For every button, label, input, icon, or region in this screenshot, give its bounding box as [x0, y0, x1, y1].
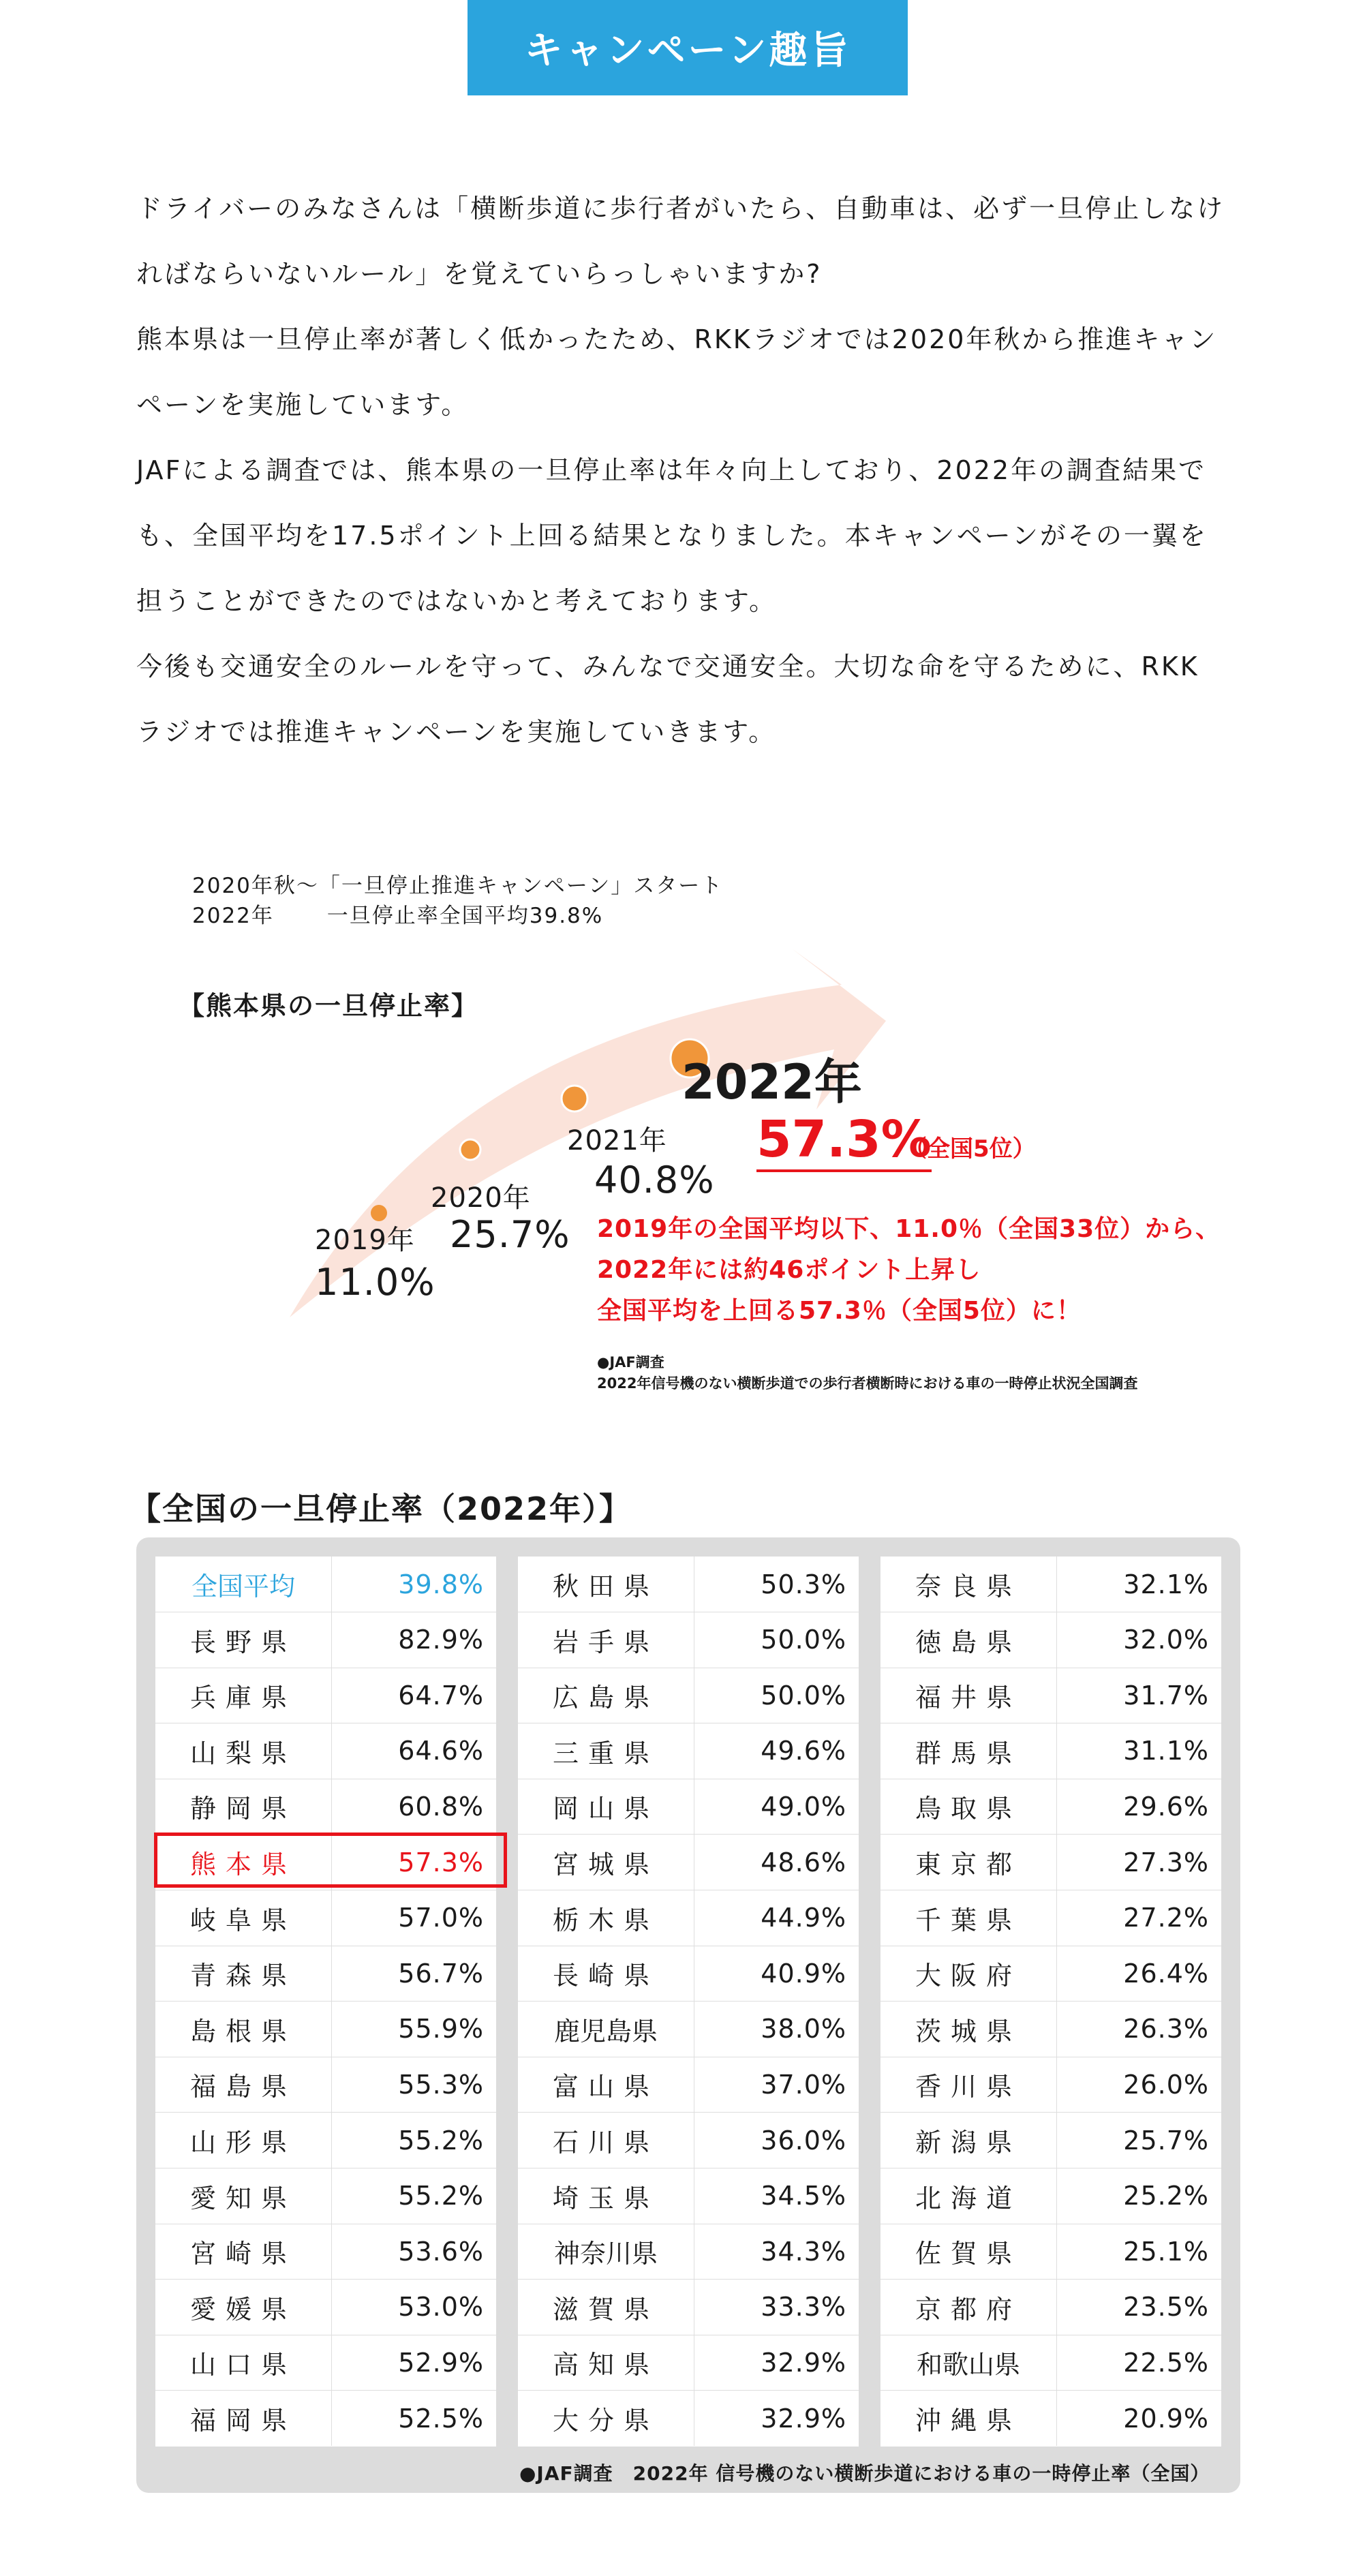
- table-column-1: [155, 1557, 496, 2447]
- table-row: [155, 1946, 496, 2002]
- table-row: [880, 1557, 1221, 1612]
- prefecture-name: 鹿児島県: [518, 2002, 694, 2057]
- stop-rate-value: 20.9%: [1123, 2403, 1209, 2434]
- prefecture-name: 愛知県: [155, 2168, 332, 2224]
- stop-rate-value: 57.3%: [398, 1847, 484, 1877]
- stop-rate-value: 50.0%: [761, 1680, 846, 1711]
- stop-rate-value: 25.2%: [1123, 2181, 1209, 2211]
- stop-rate-value: 44.9%: [761, 1903, 846, 1933]
- stop-rate-value: 33.3%: [761, 2292, 846, 2322]
- prefecture-name: 山梨県: [155, 1723, 332, 1779]
- table-row: [518, 2280, 859, 2335]
- stop-rate-value: 26.0%: [1123, 2069, 1209, 2100]
- rate-2022: 57.3%: [756, 1111, 932, 1172]
- stop-rate-value: 25.7%: [1123, 2125, 1209, 2156]
- campaign-start-note: 2020年秋～「一旦停止推進キャンペーン」スタート: [192, 874, 724, 898]
- stop-rate-value: 49.6%: [761, 1736, 846, 1766]
- table-row: [518, 1557, 859, 1612]
- prefecture-name: 島根県: [155, 2002, 332, 2057]
- prefecture-name: 新潟県: [880, 2113, 1057, 2168]
- stop-rate-value: 57.0%: [398, 1903, 484, 1933]
- table-row: [518, 1779, 859, 1835]
- summary-line: 全国平均を上回る57.3％（全国5位）に！: [597, 1297, 1082, 1325]
- rate-2020: 25.7%: [450, 1213, 570, 1256]
- prefecture-name: 青森県: [155, 1946, 332, 2001]
- prefecture-name: 宮崎県: [155, 2224, 332, 2279]
- prefecture-name: 宮城県: [518, 1835, 694, 1890]
- table-row: [155, 1612, 496, 1668]
- prefecture-name: 和歌山県: [880, 2335, 1057, 2390]
- table-row: [155, 2280, 496, 2335]
- infographic-source-head: ●JAF調査: [597, 1354, 664, 1370]
- stop-rate-value: 82.9%: [398, 1625, 484, 1655]
- stop-rate-value: 36.0%: [761, 2125, 846, 2156]
- prefecture-name: 奈良県: [880, 1557, 1057, 1612]
- prefecture-name: 高知県: [518, 2335, 694, 2390]
- table-row: [518, 1946, 859, 2002]
- prefecture-name: 茨城県: [880, 2002, 1057, 2057]
- infographic-source-body: 2022年信号機のない横断歩道での歩行者横断時における車の一時停止状況全国調査: [597, 1375, 1138, 1392]
- stop-rate-value: 55.3%: [398, 2069, 484, 2100]
- national-average-note: 2022年 一旦停止率全国平均39.8%: [192, 904, 604, 928]
- prefecture-name: 岡山県: [518, 1779, 694, 1834]
- intro-paragraph: 今後も交通安全のルールを守って、みんなで交通安全。大切な命を守るために、RKKラジオでは推進キャンペーンを実施していきます。: [136, 651, 1199, 747]
- prefecture-name: 大分県: [518, 2391, 694, 2446]
- stop-rate-value: 32.1%: [1123, 1569, 1209, 1599]
- prefecture-name: 大阪府: [880, 1946, 1057, 2001]
- table-row: [880, 1946, 1221, 2002]
- summary-line: 2022年には約46ポイント上昇し: [597, 1256, 981, 1284]
- stop-rate-value: 52.5%: [398, 2403, 484, 2434]
- year-2022: 2022年: [682, 1054, 862, 1110]
- prefecture-name: 佐賀県: [880, 2224, 1057, 2279]
- prefecture-name: 栃木県: [518, 1890, 694, 1946]
- section-title: キャンペーン趣旨: [524, 29, 851, 73]
- table-row: [518, 2057, 859, 2113]
- stop-rate-value: 48.6%: [761, 1847, 846, 1877]
- stop-rate-value: 34.3%: [761, 2236, 846, 2267]
- table-row: [880, 1890, 1221, 1946]
- table-row: [880, 2168, 1221, 2224]
- table-row: [518, 1835, 859, 1890]
- table-source: ●JAF調査 2022年 信号機のない横断歩道における車の一時停止率（全国）: [519, 2462, 1210, 2485]
- table-row: [155, 1835, 496, 1890]
- table-row: [518, 2002, 859, 2057]
- prefecture-name: 福井県: [880, 1668, 1057, 1723]
- table-row: [880, 2002, 1221, 2057]
- prefecture-name: 千葉県: [880, 1890, 1057, 1946]
- prefecture-name: 滋賀県: [518, 2280, 694, 2335]
- table-row: [880, 2113, 1221, 2168]
- table-row: [155, 1723, 496, 1779]
- stop-rate-value: 64.6%: [398, 1736, 484, 1766]
- prefecture-name: 富山県: [518, 2057, 694, 2112]
- table-row: [880, 2280, 1221, 2335]
- year-2021: 2021年: [567, 1125, 667, 1156]
- stop-rate-value: 38.0%: [761, 2014, 846, 2044]
- growth-arrow-graphic: [0, 845, 1363, 1424]
- table-row: [155, 2391, 496, 2446]
- table-row: [880, 1779, 1221, 1835]
- kumamoto-rate-label: 【熊本県の一旦停止率】: [179, 991, 479, 1021]
- rate-2019: 11.0%: [315, 1261, 435, 1304]
- stop-rate-value: 50.3%: [761, 1569, 846, 1599]
- prefecture-name: 三重県: [518, 1723, 694, 1779]
- table-row: [518, 2391, 859, 2446]
- stop-rate-value: 27.3%: [1123, 1847, 1209, 1877]
- prefecture-name: 京都府: [880, 2280, 1057, 2335]
- prefecture-name: 岐阜県: [155, 1890, 332, 1946]
- stop-rate-value: 52.9%: [398, 2347, 484, 2378]
- prefecture-name: 長野県: [155, 1612, 332, 1668]
- stop-rate-value: 55.2%: [398, 2181, 484, 2211]
- rate-2021: 40.8%: [594, 1159, 715, 1201]
- prefecture-name: 北海道: [880, 2168, 1057, 2224]
- stop-rate-value: 23.5%: [1123, 2292, 1209, 2322]
- stop-rate-value: 32.0%: [1123, 1625, 1209, 1655]
- prefecture-name: 山形県: [155, 2113, 332, 2168]
- stop-rate-value: 32.9%: [761, 2403, 846, 2434]
- table-row: [155, 1668, 496, 1723]
- stop-rate-value: 34.5%: [761, 2181, 846, 2211]
- stop-rate-value: 56.7%: [398, 1958, 484, 1989]
- stop-rate-value: 31.1%: [1123, 1736, 1209, 1766]
- table-row: [518, 1668, 859, 1723]
- national-rate-table: [136, 1537, 1240, 2493]
- table-row: [518, 2224, 859, 2280]
- table-row: [155, 2335, 496, 2391]
- prefecture-name: 静岡県: [155, 1779, 332, 1834]
- stop-rate-value: 25.1%: [1123, 2236, 1209, 2267]
- prefecture-name: 埼玉県: [518, 2168, 694, 2224]
- stop-rate-value: 60.8%: [398, 1791, 484, 1822]
- year-2019: 2019年: [315, 1225, 415, 1256]
- rank-2022: （全国5位）: [904, 1135, 1036, 1163]
- intro-paragraph: ドライバーのみなさんは「横断歩道に歩行者がいたら、自動車は、必ず一旦停止しなければならいないルール」を覚えていらっしゃいますか?: [136, 194, 1225, 289]
- table-row: [880, 2224, 1221, 2280]
- table-row: [518, 2335, 859, 2391]
- prefecture-name: 東京都: [880, 1835, 1057, 1890]
- prefecture-name: 愛媛県: [155, 2280, 332, 2335]
- table-row: [155, 1557, 496, 1612]
- stop-rate-value: 40.9%: [761, 1958, 846, 1989]
- prefecture-name: 沖縄県: [880, 2391, 1057, 2446]
- prefecture-name: 石川県: [518, 2113, 694, 2168]
- table-title: 【全国の一旦停止率（2022年）】: [129, 1490, 632, 1527]
- dot-2021: [562, 1086, 587, 1111]
- stop-rate-value: 55.2%: [398, 2125, 484, 2156]
- stop-rate-value: 22.5%: [1123, 2347, 1209, 2378]
- table-column-3: [880, 1557, 1221, 2447]
- table-column-2: [518, 1557, 859, 2447]
- stop-rate-value: 27.2%: [1123, 1903, 1209, 1933]
- table-row: [880, 2335, 1221, 2391]
- table-row: [880, 1723, 1221, 1779]
- prefecture-name: 長崎県: [518, 1946, 694, 2001]
- prefecture-name: 群馬県: [880, 1723, 1057, 1779]
- stop-rate-value: 29.6%: [1123, 1791, 1209, 1822]
- stop-rate-value: 39.8%: [398, 1569, 484, 1599]
- prefecture-name: 全国平均: [155, 1557, 332, 1612]
- stop-rate-value: 53.0%: [398, 2292, 484, 2322]
- stop-rate-value: 49.0%: [761, 1791, 846, 1822]
- table-row: [518, 1723, 859, 1779]
- table-row: [155, 1890, 496, 1946]
- intro-paragraph: 熊本県は一旦停止率が著しく低かったため、RKKラジオでは2020年秋から推進キャンペーンを実施しています。: [136, 324, 1218, 420]
- prefecture-name: 熊本県: [155, 1835, 332, 1890]
- prefecture-name: 兵庫県: [155, 1668, 332, 1723]
- table-row: [880, 2391, 1221, 2446]
- prefecture-name: 秋田県: [518, 1557, 694, 1612]
- prefecture-name: 香川県: [880, 2057, 1057, 2112]
- table-row: [518, 1612, 859, 1668]
- table-row: [880, 1668, 1221, 1723]
- table-row: [155, 2113, 496, 2168]
- dot-2020: [460, 1139, 480, 1160]
- year-2020: 2020年: [431, 1182, 531, 1214]
- table-row: [880, 2057, 1221, 2113]
- table-row: [155, 2002, 496, 2057]
- table-row: [880, 1835, 1221, 1890]
- stop-rate-value: 64.7%: [398, 1680, 484, 1711]
- table-row: [518, 2168, 859, 2224]
- summary-line: 2019年の全国平均以下、11.0％（全国33位）から、: [597, 1215, 1221, 1243]
- intro-paragraph: JAFによる調査では、熊本県の一旦停止率は年々向上しており、2022年の調査結果でも、全国平均を17.5ポイント上回る結果となりました。本キャンペーンがその一翼を担うことができたのではないかと考えております。: [136, 455, 1208, 616]
- prefecture-name: 岩手県: [518, 1612, 694, 1668]
- table-row: [155, 2224, 496, 2280]
- kumamoto-rate-infographic: [0, 845, 1363, 1424]
- prefecture-name: 神奈川県: [518, 2224, 694, 2279]
- prefecture-name: 鳥取県: [880, 1779, 1057, 1834]
- table-row: [155, 1779, 496, 1835]
- improvement-summary: [597, 1209, 1221, 1332]
- table-row: [518, 2113, 859, 2168]
- intro-text: [136, 176, 1227, 765]
- stop-rate-value: 26.4%: [1123, 1958, 1209, 1989]
- prefecture-name: 福岡県: [155, 2391, 332, 2446]
- prefecture-name: 徳島県: [880, 1612, 1057, 1668]
- table-row: [155, 2057, 496, 2113]
- prefecture-name: 福島県: [155, 2057, 332, 2112]
- stop-rate-value: 53.6%: [398, 2236, 484, 2267]
- stop-rate-value: 50.0%: [761, 1625, 846, 1655]
- prefecture-name: 山口県: [155, 2335, 332, 2390]
- stop-rate-value: 37.0%: [761, 2069, 846, 2100]
- table-row: [518, 1890, 859, 1946]
- stop-rate-value: 32.9%: [761, 2347, 846, 2378]
- table-row: [880, 1612, 1221, 1668]
- stop-rate-value: 26.3%: [1123, 2014, 1209, 2044]
- table-row: [155, 2168, 496, 2224]
- section-header: [468, 0, 908, 95]
- stop-rate-value: 55.9%: [398, 2014, 484, 2044]
- stop-rate-value: 31.7%: [1123, 1680, 1209, 1711]
- prefecture-name: 広島県: [518, 1668, 694, 1723]
